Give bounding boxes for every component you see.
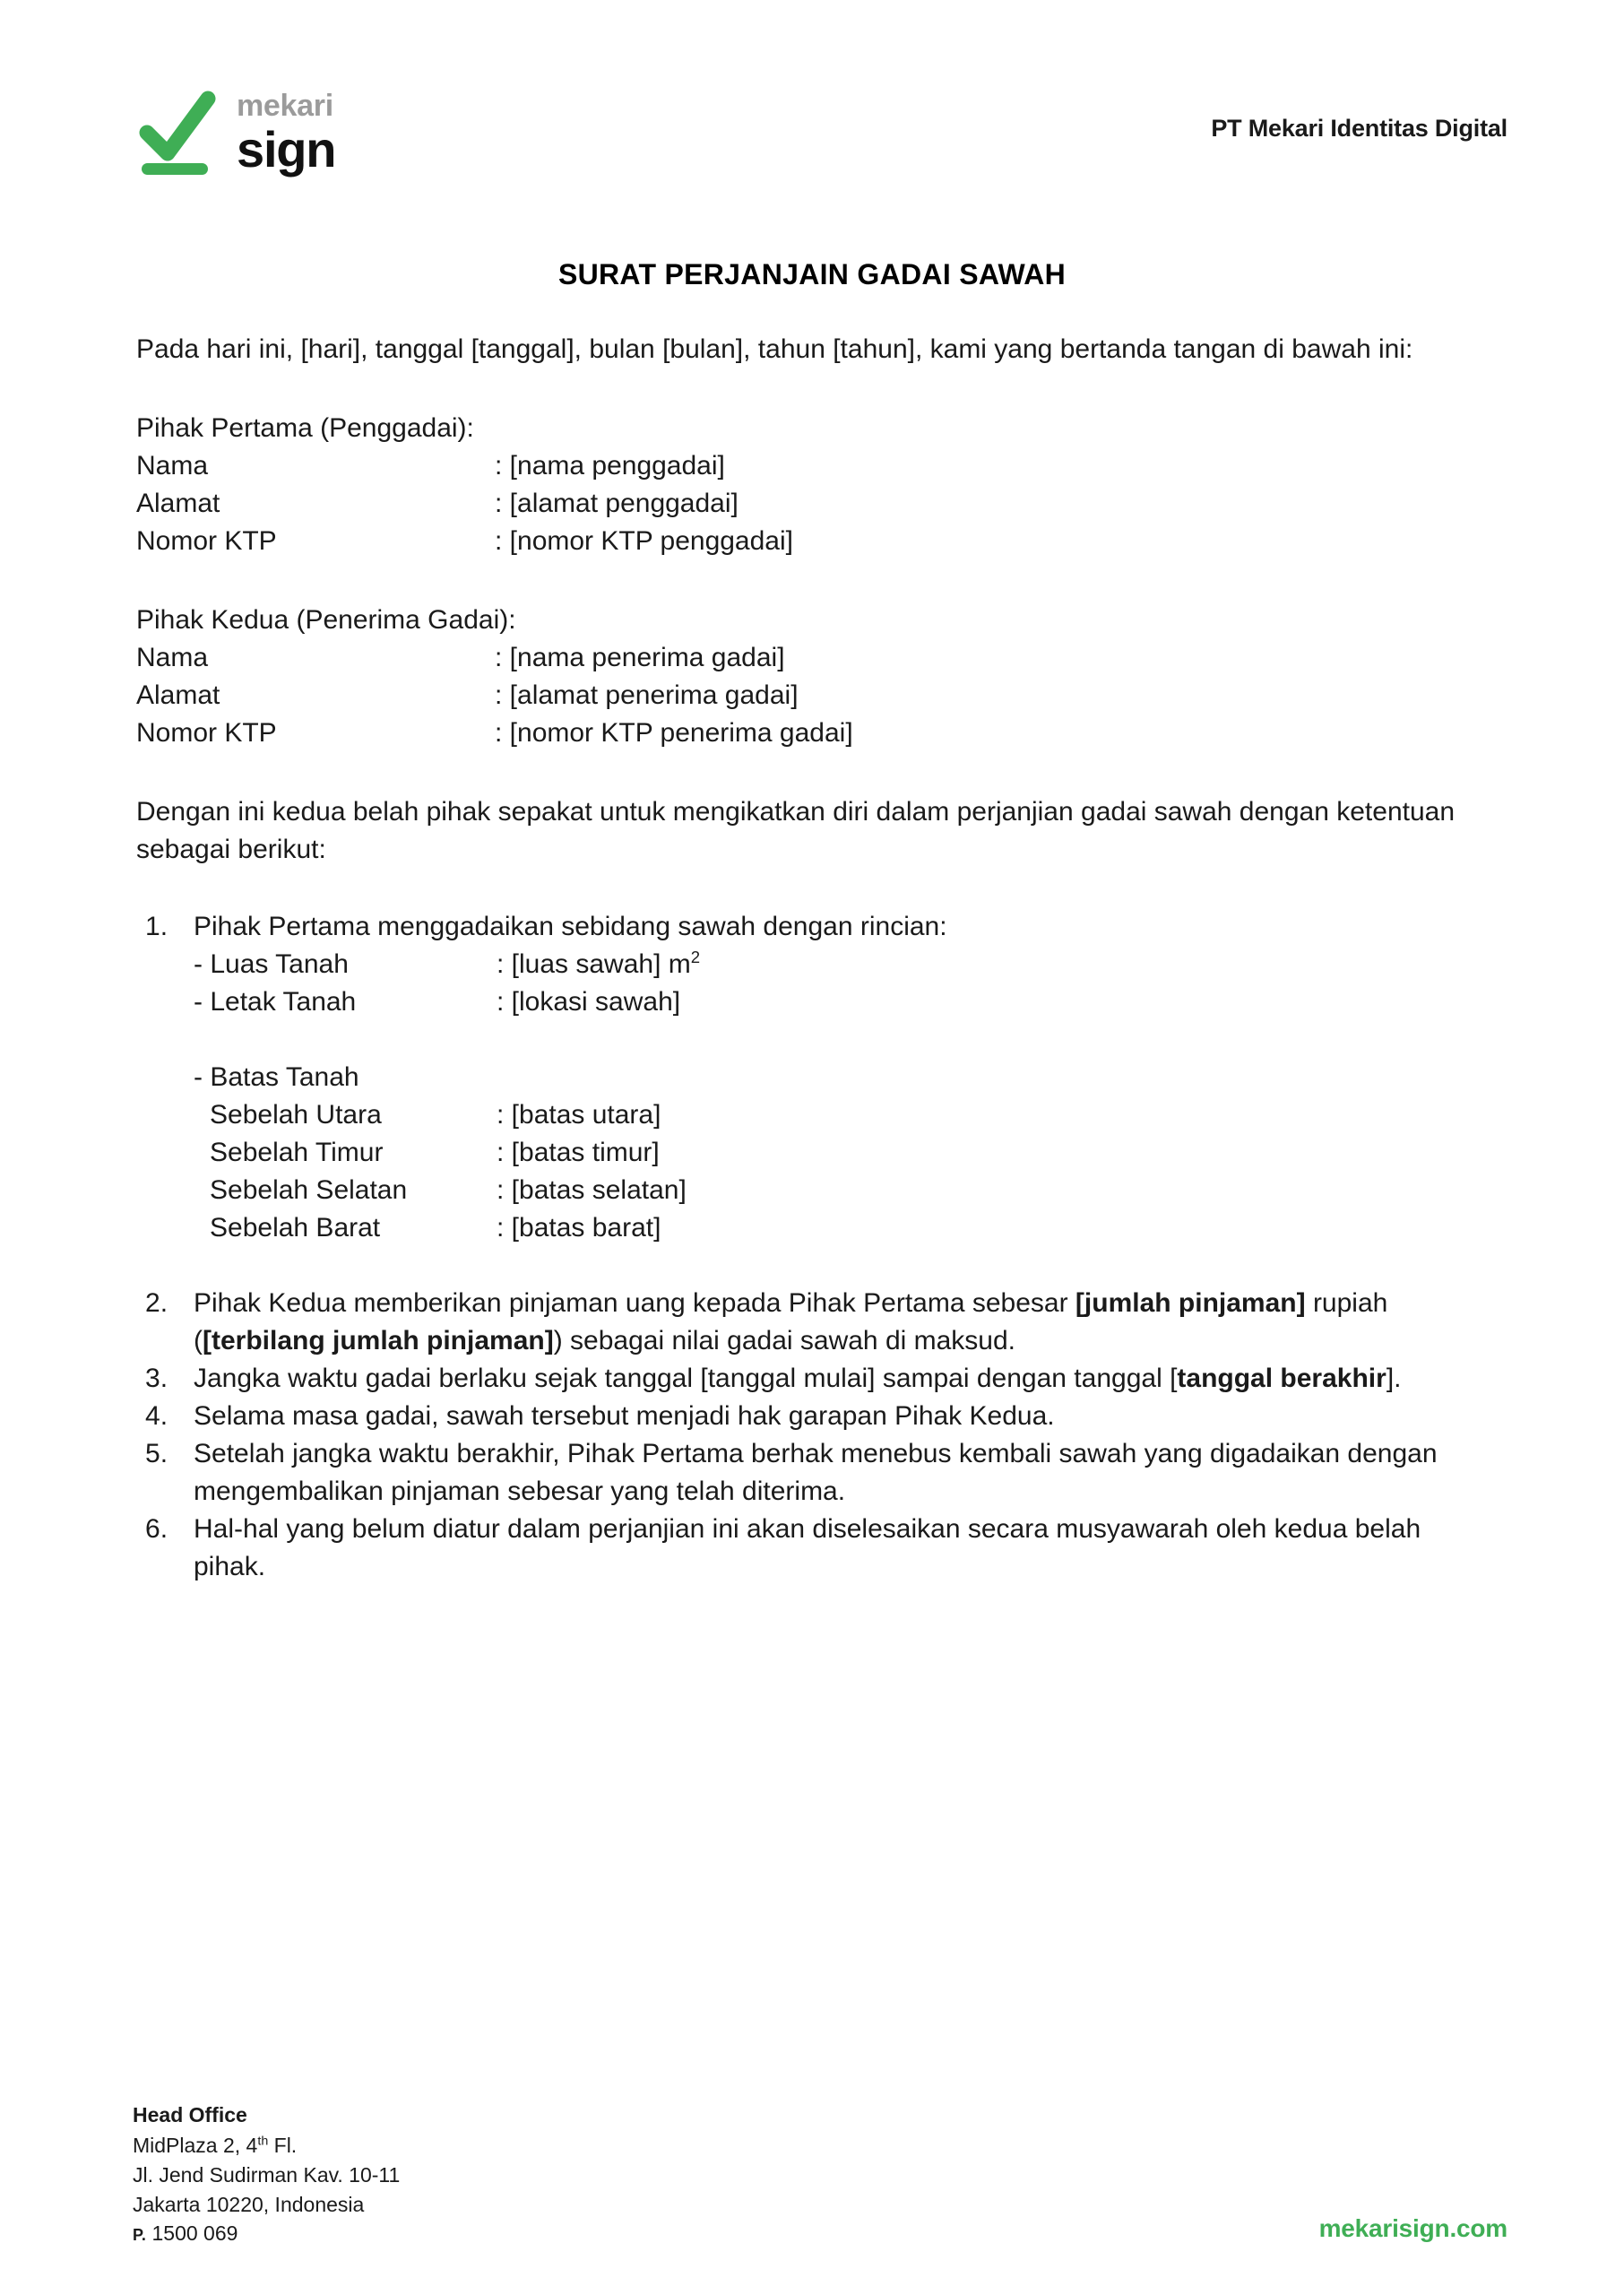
field-label: Alamat (136, 489, 220, 518)
field-label: Nomor KTP (136, 526, 277, 556)
head-office-title: Head Office (133, 2102, 247, 2126)
boundary-row-timur (194, 1134, 1488, 1172)
head-office-address (133, 2100, 400, 2248)
detail-value: : [lokasi sawah] (497, 987, 681, 1017)
term-item-6 (136, 1511, 1488, 1586)
address-line-1-post: Fl. (268, 2134, 298, 2158)
term-item-5 (136, 1435, 1488, 1511)
spacer (136, 869, 1488, 908)
page-title: SURAT PERJANJAIN GADAI SAWAH (557, 258, 1067, 290)
term-text: Setelah jangka waktu berakhir, Pihak Pertama berhak menebus kembali sawah yang digadaikan dengan mengembalikan pinjaman sebesar yang telah diterima. (194, 1439, 1438, 1506)
term-item-1 (136, 908, 1488, 1285)
phone-number: 1500 069 (151, 2221, 238, 2246)
boundary-label: Sebelah Timur (210, 1138, 384, 1167)
placeholder-tanggal-berakhir: tanggal berakhir (1177, 1364, 1386, 1393)
detail-value-text: : [luas sawah] m (497, 949, 691, 979)
agreement-intro-paragraph: Dengan ini kedua belah pihak sepakat untuk mengikatkan diri dalam perjanjian gadai sawah dengan ketentuan sebagai berikut: (136, 797, 1456, 864)
boundary-row-selatan (194, 1172, 1488, 1209)
party-second-heading: Pihak Kedua (Penerima Gadai): (136, 605, 516, 635)
party-first-row-nama (136, 447, 1488, 485)
party-second-row-ktp (136, 714, 1488, 752)
document-body (136, 258, 1488, 1586)
boundary-label: Sebelah Selatan (210, 1175, 408, 1205)
field-label: Nama (136, 643, 209, 672)
term-item-4 (136, 1398, 1488, 1435)
boundary-label: Sebelah Barat (210, 1213, 381, 1243)
field-label: Alamat (136, 680, 220, 710)
field-value: : [alamat penggadai] (495, 489, 739, 518)
detail-row-letak-tanah (194, 983, 1488, 1021)
boundary-row-barat (194, 1209, 1488, 1247)
boundary-row-utara (194, 1096, 1488, 1134)
address-line-2: Jl. Jend Sudirman Kav. 10-11 (133, 2163, 401, 2187)
terms-list (136, 908, 1488, 1586)
boundary-value: : [batas barat] (497, 1213, 661, 1243)
detail-row-luas-tanah (194, 946, 1488, 983)
spacer (194, 1247, 1488, 1285)
logo-word-sign: sign (237, 120, 336, 178)
spacer (136, 752, 1488, 793)
document-header (134, 82, 1507, 199)
term-text: Hal-hal yang belum diatur dalam perjanjian ini akan diselesaikan secara musyawarah oleh kedua belah pihak. (194, 1514, 1421, 1581)
detail-label: - Luas Tanah (194, 949, 349, 979)
intro-paragraph: Pada hari ini, [hari], tanggal [tanggal], bulan [bulan], tahun [tahun], kami yang bertanda tangan di bawah ini: (136, 334, 1413, 364)
field-label: Nama (136, 451, 209, 481)
placeholder-terbilang-jumlah-pinjaman: [terbilang jumlah pinjaman] (203, 1326, 554, 1355)
party-first-row-alamat (136, 485, 1488, 523)
website-link[interactable]: mekarisign.com (1318, 2214, 1507, 2242)
term-item-3 (136, 1360, 1488, 1398)
term-text-part: ]. (1386, 1364, 1402, 1393)
field-value: : [nama penerima gadai] (495, 643, 785, 672)
ordinal-superscript: th (257, 2134, 269, 2149)
field-label: Nomor KTP (136, 718, 277, 748)
address-line-3: Jakarta 10220, Indonesia (133, 2192, 365, 2216)
term-text-part: rupiah ( (194, 1288, 1388, 1355)
address-line-1-pre: MidPlaza 2, 4 (133, 2134, 258, 2158)
logo-word-mekari: mekari (237, 89, 333, 124)
square-meter-superscript: 2 (690, 948, 701, 966)
party-first-row-ktp (136, 523, 1488, 560)
boundary-value: : [batas utara] (497, 1100, 661, 1130)
boundary-value: : [batas timur] (497, 1138, 660, 1167)
party-first-block (136, 410, 1488, 560)
boundary-value: : [batas selatan] (497, 1175, 687, 1205)
address-line-1 (133, 2131, 400, 2161)
mekari-sign-logo (134, 82, 335, 179)
detail-value (497, 946, 1488, 983)
field-value: : [alamat penerima gadai] (495, 680, 799, 710)
party-first-heading: Pihak Pertama (Penggadai): (136, 413, 474, 443)
term-text: Selama masa gadai, sawah tersebut menjadi hak garapan Pihak Kedua. (194, 1401, 1055, 1431)
field-value: : [nomor KTP penerima gadai] (495, 718, 853, 748)
placeholder-jumlah-pinjaman: [jumlah pinjaman] (1075, 1288, 1306, 1318)
term-text-part: Jangka waktu gadai berlaku sejak tanggal [tanggal mulai] sampai dengan tanggal [ (194, 1364, 1178, 1393)
spacer (136, 368, 1488, 410)
party-second-row-nama (136, 639, 1488, 677)
detail-label: - Letak Tanah (194, 987, 357, 1017)
boundary-heading: - Batas Tanah (194, 1062, 359, 1092)
field-value: : [nama penggadai] (495, 451, 725, 481)
boundary-label: Sebelah Utara (210, 1100, 382, 1130)
phone-prefix: P. (133, 2226, 147, 2245)
party-second-row-alamat (136, 677, 1488, 714)
logo-wordmark (237, 87, 336, 178)
phone-line (133, 2219, 400, 2248)
term-text-part: Pihak Kedua memberikan pinjaman uang kepada Pihak Pertama sebesar (194, 1288, 1075, 1318)
spacer (136, 560, 1488, 602)
term-text-part: ) sebagai nilai gadai sawah di maksud. (553, 1326, 1016, 1355)
term-text: Pihak Pertama menggadaikan sebidang sawah dengan rincian: (194, 912, 947, 941)
field-value: : [nomor KTP penggadai] (495, 526, 793, 556)
party-second-block (136, 602, 1488, 752)
spacer (194, 1021, 1488, 1059)
document-footer (133, 2078, 1507, 2248)
green-check-underline-icon (134, 82, 220, 179)
company-name: PT Mekari Identitas Digital (1211, 115, 1507, 142)
term-item-2 (136, 1285, 1488, 1360)
